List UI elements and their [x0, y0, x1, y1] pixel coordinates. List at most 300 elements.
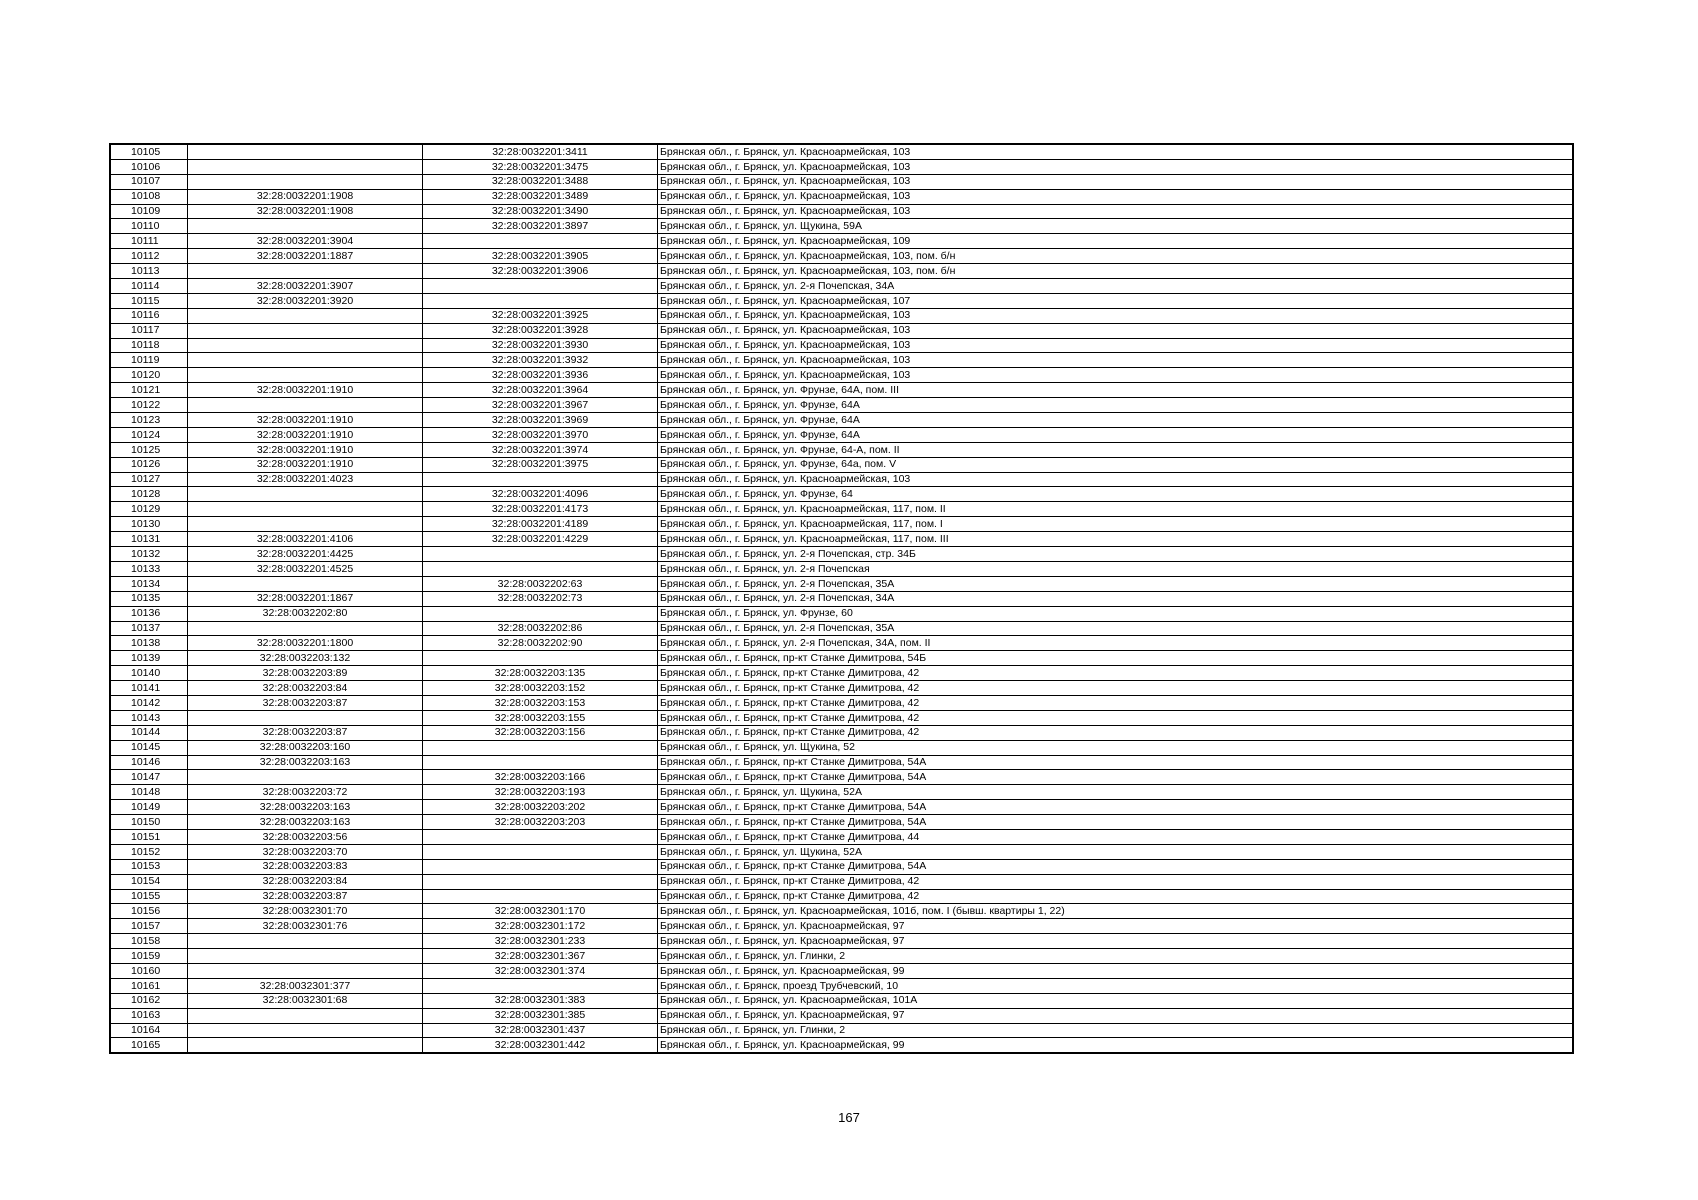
cadastral-number-cell: 32:28:0032201:3475	[423, 159, 658, 174]
cadastral-number-cell: 32:28:0032301:437	[423, 1023, 658, 1038]
parent-cadastral-number-cell: 32:28:0032301:377	[188, 978, 423, 993]
table-row	[110, 934, 1573, 949]
row-number-cell: 10141	[110, 681, 188, 696]
table-row	[110, 949, 1573, 964]
cadastral-number-cell: 32:28:0032201:3925	[423, 308, 658, 323]
address-cell: Брянская обл., г. Брянск, ул. Красноармейская, 117, пом. III	[658, 532, 1574, 547]
address-cell: Брянская обл., г. Брянск, пр-кт Станке Димитрова, 42	[658, 874, 1574, 889]
row-number-cell: 10161	[110, 978, 188, 993]
parent-cadastral-number-cell	[188, 368, 423, 383]
address-cell: Брянская обл., г. Брянск, ул. Фрунзе, 64А	[658, 398, 1574, 413]
table-row	[110, 621, 1573, 636]
row-number-cell: 10127	[110, 472, 188, 487]
cadastral-number-cell: 32:28:0032203:153	[423, 695, 658, 710]
cadastral-number-cell: 32:28:0032201:3974	[423, 442, 658, 457]
address-cell: Брянская обл., г. Брянск, ул. Глинки, 2	[658, 949, 1574, 964]
table-row	[110, 383, 1573, 398]
parent-cadastral-number-cell	[188, 338, 423, 353]
address-cell: Брянская обл., г. Брянск, ул. Глинки, 2	[658, 1023, 1574, 1038]
parent-cadastral-number-cell: 32:28:0032201:1910	[188, 442, 423, 457]
address-cell: Брянская обл., г. Брянск, пр-кт Станке Димитрова, 44	[658, 829, 1574, 844]
row-number-cell: 10160	[110, 963, 188, 978]
row-number-cell: 10154	[110, 874, 188, 889]
address-cell: Брянская обл., г. Брянск, ул. Красноармейская, 99	[658, 1038, 1574, 1053]
parent-cadastral-number-cell	[188, 502, 423, 517]
parent-cadastral-number-cell: 32:28:0032203:89	[188, 666, 423, 681]
table-row	[110, 978, 1573, 993]
parent-cadastral-number-cell: 32:28:0032201:3904	[188, 234, 423, 249]
cadastral-number-cell	[423, 829, 658, 844]
row-number-cell: 10153	[110, 859, 188, 874]
parent-cadastral-number-cell: 32:28:0032203:84	[188, 874, 423, 889]
cadastral-number-cell: 32:28:0032201:3975	[423, 457, 658, 472]
cadastral-number-cell: 32:28:0032203:202	[423, 800, 658, 815]
cadastral-number-cell	[423, 472, 658, 487]
address-cell: Брянская обл., г. Брянск, ул. Красноармейская, 103, пом. б/н	[658, 264, 1574, 279]
table-row	[110, 353, 1573, 368]
parent-cadastral-number-cell	[188, 1008, 423, 1023]
row-number-cell: 10115	[110, 293, 188, 308]
cadastral-number-cell: 32:28:0032301:374	[423, 963, 658, 978]
address-cell: Брянская обл., г. Брянск, ул. Фрунзе, 64А, пом. III	[658, 383, 1574, 398]
table-body	[110, 144, 1573, 1053]
parent-cadastral-number-cell: 32:28:0032203:163	[188, 800, 423, 815]
parent-cadastral-number-cell: 32:28:0032201:1910	[188, 427, 423, 442]
address-cell: Брянская обл., г. Брянск, ул. Фрунзе, 64а, пом. V	[658, 457, 1574, 472]
table-row	[110, 323, 1573, 338]
address-cell: Брянская обл., г. Брянск, пр-кт Станке Димитрова, 54А	[658, 755, 1574, 770]
cadastral-number-cell: 32:28:0032201:3488	[423, 174, 658, 189]
address-cell: Брянская обл., г. Брянск, пр-кт Станке Димитрова, 54А	[658, 815, 1574, 830]
address-cell: Брянская обл., г. Брянск, ул. Фрунзе, 60	[658, 606, 1574, 621]
address-cell: Брянская обл., г. Брянск, пр-кт Станке Димитрова, 54А	[658, 770, 1574, 785]
address-cell: Брянская обл., г. Брянск, ул. Красноармейская, 117, пом. I	[658, 517, 1574, 532]
table-row	[110, 815, 1573, 830]
cadastral-number-cell: 32:28:0032203:156	[423, 725, 658, 740]
parent-cadastral-number-cell	[188, 576, 423, 591]
table-row	[110, 636, 1573, 651]
parent-cadastral-number-cell: 32:28:0032203:87	[188, 725, 423, 740]
table-row	[110, 204, 1573, 219]
row-number-cell: 10162	[110, 993, 188, 1008]
table-row	[110, 293, 1573, 308]
parent-cadastral-number-cell: 32:28:0032201:1910	[188, 383, 423, 398]
table-row	[110, 413, 1573, 428]
cadastral-number-cell: 32:28:0032203:193	[423, 785, 658, 800]
address-cell: Брянская обл., г. Брянск, ул. Щукина, 52А	[658, 844, 1574, 859]
parent-cadastral-number-cell: 32:28:0032201:1887	[188, 249, 423, 264]
parent-cadastral-number-cell	[188, 517, 423, 532]
parent-cadastral-number-cell: 32:28:0032202:80	[188, 606, 423, 621]
cadastral-number-cell	[423, 874, 658, 889]
cadastral-number-cell: 32:28:0032201:3970	[423, 427, 658, 442]
cadastral-number-cell: 32:28:0032203:166	[423, 770, 658, 785]
parent-cadastral-number-cell: 32:28:0032203:87	[188, 695, 423, 710]
table-row	[110, 874, 1573, 889]
address-cell: Брянская обл., г. Брянск, ул. Красноармейская, 99	[658, 963, 1574, 978]
cadastral-number-cell: 32:28:0032301:367	[423, 949, 658, 964]
row-number-cell: 10110	[110, 219, 188, 234]
table-row	[110, 174, 1573, 189]
parent-cadastral-number-cell: 32:28:0032201:4425	[188, 547, 423, 562]
table-row	[110, 844, 1573, 859]
parent-cadastral-number-cell: 32:28:0032201:1800	[188, 636, 423, 651]
address-cell: Брянская обл., г. Брянск, ул. Красноармейская, 103	[658, 368, 1574, 383]
table-row	[110, 457, 1573, 472]
address-cell: Брянская обл., г. Брянск, ул. 2-я Почепская, 34А	[658, 591, 1574, 606]
address-cell: Брянская обл., г. Брянск, ул. 2-я Почепская	[658, 561, 1574, 576]
parent-cadastral-number-cell	[188, 710, 423, 725]
table-row	[110, 234, 1573, 249]
row-number-cell: 10114	[110, 279, 188, 294]
table-row	[110, 398, 1573, 413]
parent-cadastral-number-cell: 32:28:0032203:72	[188, 785, 423, 800]
parent-cadastral-number-cell	[188, 621, 423, 636]
parent-cadastral-number-cell	[188, 1038, 423, 1053]
parent-cadastral-number-cell: 32:28:0032201:3920	[188, 293, 423, 308]
cadastral-number-cell: 32:28:0032201:3930	[423, 338, 658, 353]
address-cell: Брянская обл., г. Брянск, ул. Красноармейская, 103	[658, 189, 1574, 204]
parent-cadastral-number-cell: 32:28:0032201:4106	[188, 532, 423, 547]
row-number-cell: 10159	[110, 949, 188, 964]
row-number-cell: 10128	[110, 487, 188, 502]
parent-cadastral-number-cell	[188, 398, 423, 413]
cadastral-number-cell: 32:28:0032202:63	[423, 576, 658, 591]
cadastral-number-cell: 32:28:0032201:4189	[423, 517, 658, 532]
table-row	[110, 249, 1573, 264]
row-number-cell: 10147	[110, 770, 188, 785]
table-row	[110, 919, 1573, 934]
address-cell: Брянская обл., г. Брянск, ул. Красноармейская, 103	[658, 472, 1574, 487]
row-number-cell: 10148	[110, 785, 188, 800]
parent-cadastral-number-cell: 32:28:0032203:56	[188, 829, 423, 844]
cadastral-number-cell	[423, 651, 658, 666]
row-number-cell: 10139	[110, 651, 188, 666]
table-row	[110, 159, 1573, 174]
table-row	[110, 487, 1573, 502]
address-cell: Брянская обл., г. Брянск, ул. Щукина, 52	[658, 740, 1574, 755]
parent-cadastral-number-cell	[188, 219, 423, 234]
cadastral-number-cell: 32:28:0032201:3964	[423, 383, 658, 398]
table-row	[110, 561, 1573, 576]
cadastral-number-cell	[423, 978, 658, 993]
address-cell: Брянская обл., г. Брянск, ул. Фрунзе, 64-А, пом. II	[658, 442, 1574, 457]
address-cell: Брянская обл., г. Брянск, ул. Красноармейская, 101б, пом. I (бывш. квартиры 1, 22)	[658, 904, 1574, 919]
table-row	[110, 338, 1573, 353]
cadastral-number-cell: 32:28:0032201:4173	[423, 502, 658, 517]
row-number-cell: 10123	[110, 413, 188, 428]
parent-cadastral-number-cell	[188, 323, 423, 338]
row-number-cell: 10119	[110, 353, 188, 368]
cadastral-number-cell	[423, 889, 658, 904]
table-row	[110, 219, 1573, 234]
address-cell: Брянская обл., г. Брянск, ул. Красноармейская, 103	[658, 323, 1574, 338]
table-row	[110, 681, 1573, 696]
cadastral-number-cell: 32:28:0032301:442	[423, 1038, 658, 1053]
row-number-cell: 10118	[110, 338, 188, 353]
row-number-cell: 10140	[110, 666, 188, 681]
cadastral-number-cell: 32:28:0032203:203	[423, 815, 658, 830]
parent-cadastral-number-cell	[188, 487, 423, 502]
page-number: 167	[838, 1110, 860, 1125]
cadastral-number-cell	[423, 561, 658, 576]
table-row	[110, 785, 1573, 800]
cadastral-number-cell: 32:28:0032202:90	[423, 636, 658, 651]
cadastral-number-cell: 32:28:0032301:385	[423, 1008, 658, 1023]
parent-cadastral-number-cell	[188, 159, 423, 174]
cadastral-number-cell: 32:28:0032201:3932	[423, 353, 658, 368]
row-number-cell: 10105	[110, 144, 188, 159]
cadastral-number-cell: 32:28:0032301:172	[423, 919, 658, 934]
parent-cadastral-number-cell	[188, 1023, 423, 1038]
cadastral-number-cell	[423, 844, 658, 859]
cadastral-number-cell	[423, 859, 658, 874]
row-number-cell: 10163	[110, 1008, 188, 1023]
table-row	[110, 993, 1573, 1008]
address-cell: Брянская обл., г. Брянск, ул. Красноармейская, 103	[658, 159, 1574, 174]
row-number-cell: 10106	[110, 159, 188, 174]
parent-cadastral-number-cell: 32:28:0032203:160	[188, 740, 423, 755]
parent-cadastral-number-cell: 32:28:0032301:68	[188, 993, 423, 1008]
parent-cadastral-number-cell: 32:28:0032201:1867	[188, 591, 423, 606]
cadastral-number-cell: 32:28:0032201:3489	[423, 189, 658, 204]
cadastral-number-cell: 32:28:0032203:155	[423, 710, 658, 725]
address-cell: Брянская обл., г. Брянск, ул. 2-я Почепская, 35А	[658, 621, 1574, 636]
address-cell: Брянская обл., г. Брянск, ул. Щукина, 59А	[658, 219, 1574, 234]
address-cell: Брянская обл., г. Брянск, ул. Красноармейская, 109	[658, 234, 1574, 249]
parent-cadastral-number-cell	[188, 949, 423, 964]
table-row	[110, 442, 1573, 457]
address-cell: Брянская обл., г. Брянск, пр-кт Станке Димитрова, 42	[658, 666, 1574, 681]
address-cell: Брянская обл., г. Брянск, ул. Фрунзе, 64	[658, 487, 1574, 502]
table-row	[110, 1038, 1573, 1053]
cadastral-number-cell: 32:28:0032203:152	[423, 681, 658, 696]
table-row	[110, 740, 1573, 755]
parent-cadastral-number-cell: 32:28:0032203:163	[188, 815, 423, 830]
row-number-cell: 10116	[110, 308, 188, 323]
parent-cadastral-number-cell	[188, 308, 423, 323]
row-number-cell: 10126	[110, 457, 188, 472]
address-cell: Брянская обл., г. Брянск, ул. Красноармейская, 97	[658, 1008, 1574, 1023]
row-number-cell: 10135	[110, 591, 188, 606]
address-cell: Брянская обл., г. Брянск, ул. 2-я Почепская, 35А	[658, 576, 1574, 591]
row-number-cell: 10142	[110, 695, 188, 710]
address-cell: Брянская обл., г. Брянск, ул. 2-я Почепская, 34А	[658, 279, 1574, 294]
table-row	[110, 368, 1573, 383]
parent-cadastral-number-cell	[188, 353, 423, 368]
address-cell: Брянская обл., г. Брянск, ул. Красноармейская, 103	[658, 338, 1574, 353]
row-number-cell: 10165	[110, 1038, 188, 1053]
row-number-cell: 10133	[110, 561, 188, 576]
parent-cadastral-number-cell: 32:28:0032301:70	[188, 904, 423, 919]
parent-cadastral-number-cell	[188, 770, 423, 785]
table-row	[110, 189, 1573, 204]
table-row	[110, 755, 1573, 770]
table-row	[110, 591, 1573, 606]
parent-cadastral-number-cell	[188, 264, 423, 279]
cadastral-number-cell: 32:28:0032201:3897	[423, 219, 658, 234]
cadastral-number-cell: 32:28:0032201:3411	[423, 144, 658, 159]
row-number-cell: 10137	[110, 621, 188, 636]
address-cell: Брянская обл., г. Брянск, ул. Красноармейская, 103, пом. б/н	[658, 249, 1574, 264]
parent-cadastral-number-cell: 32:28:0032203:87	[188, 889, 423, 904]
address-cell: Брянская обл., г. Брянск, пр-кт Станке Димитрова, 54А	[658, 800, 1574, 815]
address-cell: Брянская обл., г. Брянск, ул. Красноармейская, 97	[658, 934, 1574, 949]
table-row	[110, 606, 1573, 621]
parent-cadastral-number-cell: 32:28:0032203:84	[188, 681, 423, 696]
row-number-cell: 10112	[110, 249, 188, 264]
address-cell: Брянская обл., г. Брянск, пр-кт Станке Димитрова, 42	[658, 681, 1574, 696]
cadastral-number-cell	[423, 606, 658, 621]
row-number-cell: 10151	[110, 829, 188, 844]
table-row	[110, 770, 1573, 785]
row-number-cell: 10132	[110, 547, 188, 562]
table-row	[110, 532, 1573, 547]
cadastral-number-cell	[423, 755, 658, 770]
table-row	[110, 963, 1573, 978]
cadastral-number-cell: 32:28:0032201:3967	[423, 398, 658, 413]
parent-cadastral-number-cell: 32:28:0032201:4525	[188, 561, 423, 576]
row-number-cell: 10131	[110, 532, 188, 547]
table-row	[110, 666, 1573, 681]
cadastral-number-cell: 32:28:0032202:73	[423, 591, 658, 606]
cadastral-number-cell: 32:28:0032301:383	[423, 993, 658, 1008]
row-number-cell: 10152	[110, 844, 188, 859]
table-row	[110, 517, 1573, 532]
table-row	[110, 800, 1573, 815]
row-number-cell: 10150	[110, 815, 188, 830]
row-number-cell: 10120	[110, 368, 188, 383]
table-row	[110, 651, 1573, 666]
address-cell: Брянская обл., г. Брянск, ул. Красноармейская, 97	[658, 919, 1574, 934]
parent-cadastral-number-cell: 32:28:0032203:70	[188, 844, 423, 859]
parent-cadastral-number-cell: 32:28:0032201:3907	[188, 279, 423, 294]
table-row	[110, 725, 1573, 740]
parent-cadastral-number-cell: 32:28:0032203:132	[188, 651, 423, 666]
row-number-cell: 10136	[110, 606, 188, 621]
row-number-cell: 10113	[110, 264, 188, 279]
row-number-cell: 10146	[110, 755, 188, 770]
table-row	[110, 427, 1573, 442]
table-row	[110, 829, 1573, 844]
row-number-cell: 10138	[110, 636, 188, 651]
parent-cadastral-number-cell: 32:28:0032201:4023	[188, 472, 423, 487]
address-cell: Брянская обл., г. Брянск, ул. Красноармейская, 103	[658, 174, 1574, 189]
table-row	[110, 710, 1573, 725]
address-cell: Брянская обл., г. Брянск, ул. Фрунзе, 64А	[658, 413, 1574, 428]
cadastral-number-cell	[423, 279, 658, 294]
row-number-cell: 10130	[110, 517, 188, 532]
parent-cadastral-number-cell: 32:28:0032201:1908	[188, 204, 423, 219]
row-number-cell: 10125	[110, 442, 188, 457]
cadastral-number-cell: 32:28:0032201:3906	[423, 264, 658, 279]
parent-cadastral-number-cell: 32:28:0032201:1910	[188, 413, 423, 428]
parent-cadastral-number-cell: 32:28:0032201:1910	[188, 457, 423, 472]
row-number-cell: 10149	[110, 800, 188, 815]
parent-cadastral-number-cell	[188, 174, 423, 189]
table-row	[110, 1023, 1573, 1038]
address-cell: Брянская обл., г. Брянск, пр-кт Станке Димитрова, 42	[658, 725, 1574, 740]
cadastral-number-cell: 32:28:0032201:4096	[423, 487, 658, 502]
cadastral-number-cell: 32:28:0032201:3905	[423, 249, 658, 264]
table-row	[110, 144, 1573, 159]
address-cell: Брянская обл., г. Брянск, пр-кт Станке Димитрова, 42	[658, 695, 1574, 710]
parent-cadastral-number-cell: 32:28:0032301:76	[188, 919, 423, 934]
row-number-cell: 10129	[110, 502, 188, 517]
row-number-cell: 10107	[110, 174, 188, 189]
address-cell: Брянская обл., г. Брянск, проезд Трубчевский, 10	[658, 978, 1574, 993]
address-cell: Брянская обл., г. Брянск, ул. Фрунзе, 64А	[658, 427, 1574, 442]
table-row	[110, 1008, 1573, 1023]
row-number-cell: 10144	[110, 725, 188, 740]
parent-cadastral-number-cell: 32:28:0032203:83	[188, 859, 423, 874]
table-row	[110, 904, 1573, 919]
row-number-cell: 10155	[110, 889, 188, 904]
parent-cadastral-number-cell	[188, 144, 423, 159]
row-number-cell: 10143	[110, 710, 188, 725]
row-number-cell: 10122	[110, 398, 188, 413]
cadastral-number-cell	[423, 234, 658, 249]
cadastral-number-cell: 32:28:0032301:233	[423, 934, 658, 949]
parent-cadastral-number-cell: 32:28:0032203:163	[188, 755, 423, 770]
address-cell: Брянская обл., г. Брянск, ул. Красноармейская, 101А	[658, 993, 1574, 1008]
address-cell: Брянская обл., г. Брянск, ул. Красноармейская, 103	[658, 353, 1574, 368]
cadastral-number-cell: 32:28:0032202:86	[423, 621, 658, 636]
row-number-cell: 10117	[110, 323, 188, 338]
table-row	[110, 472, 1573, 487]
address-cell: Брянская обл., г. Брянск, пр-кт Станке Димитрова, 42	[658, 889, 1574, 904]
table-row	[110, 279, 1573, 294]
parent-cadastral-number-cell	[188, 934, 423, 949]
address-cell: Брянская обл., г. Брянск, ул. 2-я Почепская, стр. 34Б	[658, 547, 1574, 562]
table-row	[110, 502, 1573, 517]
cadastral-number-cell: 32:28:0032201:3928	[423, 323, 658, 338]
row-number-cell: 10134	[110, 576, 188, 591]
row-number-cell: 10158	[110, 934, 188, 949]
cadastral-table	[109, 143, 1574, 1054]
parent-cadastral-number-cell: 32:28:0032201:1908	[188, 189, 423, 204]
row-number-cell: 10157	[110, 919, 188, 934]
row-number-cell: 10109	[110, 204, 188, 219]
cadastral-number-cell	[423, 740, 658, 755]
address-cell: Брянская обл., г. Брянск, пр-кт Станке Димитрова, 54Б	[658, 651, 1574, 666]
cadastral-number-cell	[423, 293, 658, 308]
row-number-cell: 10156	[110, 904, 188, 919]
cadastral-number-cell: 32:28:0032201:3490	[423, 204, 658, 219]
address-cell: Брянская обл., г. Брянск, ул. Красноармейская, 117, пом. II	[658, 502, 1574, 517]
cadastral-number-cell: 32:28:0032201:3936	[423, 368, 658, 383]
row-number-cell: 10124	[110, 427, 188, 442]
row-number-cell: 10121	[110, 383, 188, 398]
row-number-cell: 10164	[110, 1023, 188, 1038]
table-row	[110, 576, 1573, 591]
parent-cadastral-number-cell	[188, 963, 423, 978]
address-cell: Брянская обл., г. Брянск, ул. Щукина, 52А	[658, 785, 1574, 800]
address-cell: Брянская обл., г. Брянск, пр-кт Станке Димитрова, 54А	[658, 859, 1574, 874]
table-row	[110, 308, 1573, 323]
cadastral-number-cell	[423, 547, 658, 562]
address-cell: Брянская обл., г. Брянск, ул. Красноармейская, 103	[658, 204, 1574, 219]
table-row	[110, 859, 1573, 874]
cadastral-number-cell: 32:28:0032201:4229	[423, 532, 658, 547]
row-number-cell: 10145	[110, 740, 188, 755]
address-cell: Брянская обл., г. Брянск, пр-кт Станке Димитрова, 42	[658, 710, 1574, 725]
table-row	[110, 889, 1573, 904]
address-cell: Брянская обл., г. Брянск, ул. Красноармейская, 107	[658, 293, 1574, 308]
cadastral-number-cell: 32:28:0032203:135	[423, 666, 658, 681]
row-number-cell: 10108	[110, 189, 188, 204]
table-row	[110, 547, 1573, 562]
